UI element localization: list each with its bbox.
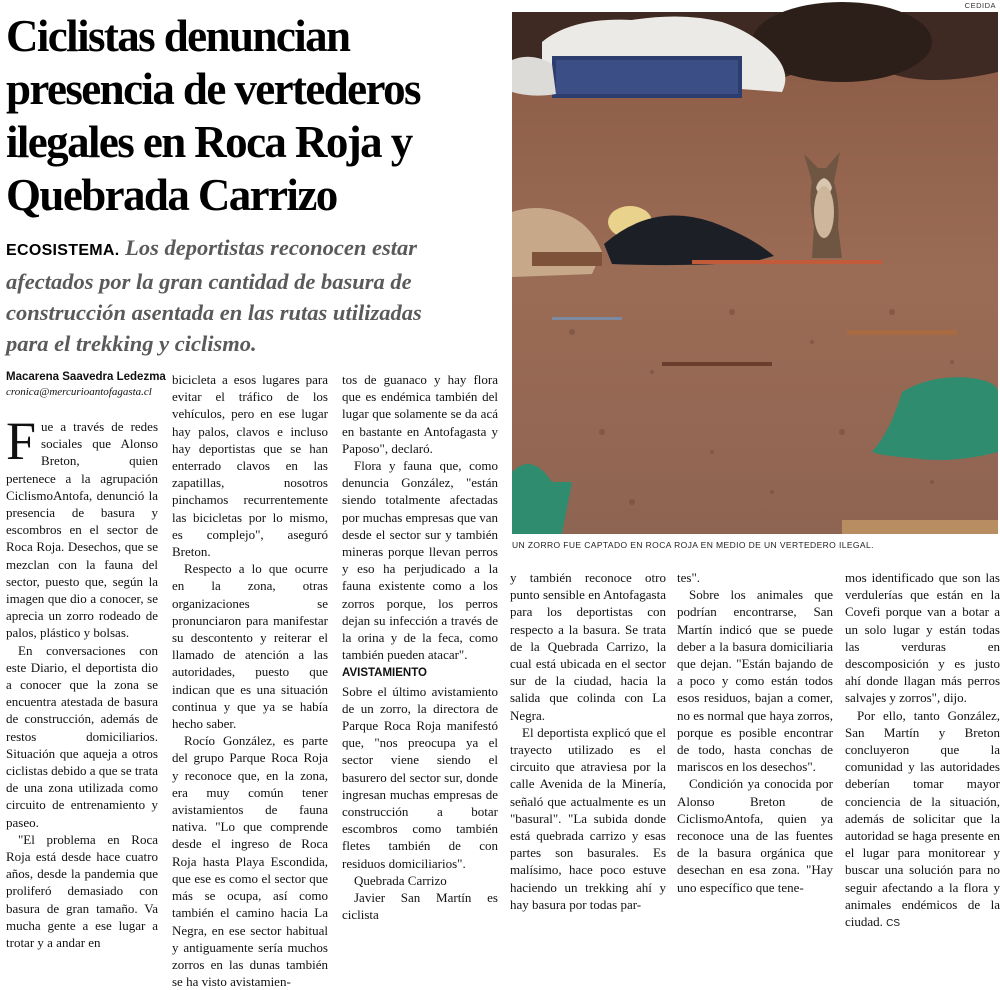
subheading: AVISTAMIENTO bbox=[342, 667, 427, 680]
paragraph bbox=[845, 707, 1000, 933]
paragraph: Condición ya conocida por Alonso Breton de CiclismoAntofa, quien ya reconoce una de las fuentes de la basura orgánica que desechan en esa zona. "Hay uno específico que tene- bbox=[677, 776, 833, 895]
paragraph: y también reconoce otro punto sensible en Antofagasta para los deportistas con respecto a la basura. Se trata de la Quebrada Carrizo, la cual está ubicada en el sector sur de la ciudad, hacia la salida que colinda con La Negra. bbox=[510, 570, 666, 723]
deck-line bbox=[6, 232, 506, 266]
deck-line: afectados por la gran cantidad de basura de bbox=[6, 269, 412, 294]
body-column-1 bbox=[6, 411, 158, 951]
paragraph: Quebrada Carrizo bbox=[354, 872, 447, 888]
paragraph: Sobre el último avistamiento de un zorro, la directora de Parque Roca Roja manifestó que, "nos preocupa ya el sector viene siendo el basurero del sector sur, donde ingresan muchas empresas de construcción a botar escombros como también fletes también de con residuos domiciliarios". bbox=[342, 683, 498, 871]
body-column-6 bbox=[845, 569, 1000, 932]
author-name: Macarena Saavedra Ledezma bbox=[6, 371, 166, 383]
end-mark: CS bbox=[886, 918, 901, 930]
paragraph: tes". bbox=[677, 570, 700, 585]
body-column-4 bbox=[510, 569, 666, 913]
photo-credit: CEDIDA bbox=[964, 1, 996, 10]
section-tag: ECOSISTEMA. bbox=[6, 242, 120, 259]
byline bbox=[6, 371, 166, 398]
paragraph: Rocío González, es parte del grupo Parque Roca Roja y reconoce que, en la zona, era muy común tener avistamientos de fauna nativa. "Lo que comprende desde el ingreso de Roca Roja hasta Playa Escondida, que ese es como el sector que más se ocupa, así como también el camino hacia La Negra, en ese sector habitual y antiguamente sería muchos zorros en las dunas también se ha visto avistamien- bbox=[172, 733, 328, 990]
paragraph: En conversaciones con este Diario, el deportista dio a conocer que la zona se encuentra atestada de basura de construcción, además de restos domiciliarios. Situación que aqueja a otros ciclistas debido a que se trata de una zona utilizada como circuito de entrenamiento y paseo. bbox=[6, 642, 158, 830]
paragraph: bicicleta a esos lugares para evitar el tráfico de los vehículos, pero en ese lugar hay palos, clavos e incluso hay deportistas que se han enterrado clavos en las zapatillas, nosotros pinchamos recurrentemente las bicicletas por lo mismo, es complejo", aseguró Breton. bbox=[172, 372, 328, 560]
article-photo bbox=[512, 12, 998, 534]
body-column-3 bbox=[342, 371, 498, 924]
paragraph: mos identificado que son las verdulerías que están en la Covefi porque van a botar a un solo lugar y están todas las verduras en descomposición y es justo ahí donde llagan más perros salvajes y zorros", dijo. bbox=[845, 570, 1000, 706]
headline-line: Ciclistas denuncian bbox=[6, 11, 350, 61]
paragraph: El deportista explicó que el trayecto utilizado es el circuito que atraviesa por la calle Avenida de la Minería, señaló que actualmente es un "basural". "La subida donde está quebrada carrizo y esas partes son basurales. Es malísimo, hace poco estuve haciendo un trekking ahí y hay basura por todas par- bbox=[510, 724, 666, 912]
paragraph: Sobre los animales que podrían encontrarse, San Martín indicó que se puede deber a la basura domiciliaria que dejan. "Están bajando de a poco y como están todos esos residuos, bajan a comer, no es normal que haya zorros, porque es posible encontrar de todo, hasta conchas de mariscos en los desechos". bbox=[677, 587, 833, 775]
paragraph bbox=[6, 411, 158, 642]
drop-cap: F bbox=[6, 411, 37, 471]
headline-line: Quebrada Carrizo bbox=[6, 170, 337, 220]
deck-line: para el trekking y ciclismo. bbox=[6, 331, 257, 356]
paragraph: "El problema en Roca Roja está desde hace cuatro años, desde la pandemia que proliferó demasiado con basura de gran tamaño. Va mucha gente a ese lugar a trotar y a andar en bbox=[6, 831, 158, 951]
paragraph: Flora y fauna que, como denuncia González, "están siendo totalmente afectadas por muchas empresas que van desde el sector sur y también mineras porque llevan perros y eso ha perjudicado a la fauna existente como a los zorros porque, los perros dejan su infección a través de la orina y de la feca, como también pueden atacar". bbox=[342, 458, 498, 663]
headline-line: presencia de vertederos bbox=[6, 64, 420, 114]
body-column-2 bbox=[172, 371, 328, 990]
paragraph: tos de guanaco y hay flora que es endémica también del lugar que solamente se da acá en bastante en Antofagasta y Paposo", declaró. bbox=[342, 372, 498, 456]
author-email[interactable]: cronica@mercurioantofagasta.cl bbox=[6, 386, 152, 398]
paragraph-text: ue a través de redes sociales que Alonso Breton, quien pertenece a la agrupación CiclismoAntofa, denunció la presencia de basura y escombros en el sector de Roca Roja. Desechos, que se mezclan con la fauna del sector, puesto que, según la imagen que dio a conocer, se aprecia un zorro rodeado de palos, plástico y bolsas. bbox=[6, 419, 158, 641]
photo-illustration bbox=[512, 12, 998, 534]
paragraph: Javier San Martín es ciclista bbox=[342, 890, 498, 923]
headline bbox=[6, 10, 506, 222]
photo-caption: UN ZORRO FUE CAPTADO EN ROCA ROJA EN MEDIO DE UN VERTEDERO ILEGAL. bbox=[512, 540, 874, 550]
paragraph-text: Por ello, tanto González, San Martín y Breton concluyeron que la comunidad y las autoridades deberían tomar mayor conciencia de la situación, además de solicitar que la autoridad se haga presente en el lugar para monitorear y buscar una solución para no seguir afectando a la flora y animales endémicos de la ciudad. bbox=[845, 707, 1000, 930]
deck-line-text: Los deportistas reconocen estar bbox=[125, 235, 418, 260]
headline-line: ilegales en Roca Roja y bbox=[6, 117, 412, 167]
deck-line: construcción asentada en las rutas utilizadas bbox=[6, 300, 422, 325]
body-column-5 bbox=[677, 569, 833, 896]
deck bbox=[6, 232, 506, 359]
paragraph: Respecto a lo que ocurre en la zona, otras organizaciones se pronunciaron para manifestar su descontento y reiterar el llamado de atención a las autoridades, puesto que indican que es una situación continua y que ya se había hecho saber. bbox=[172, 561, 328, 732]
